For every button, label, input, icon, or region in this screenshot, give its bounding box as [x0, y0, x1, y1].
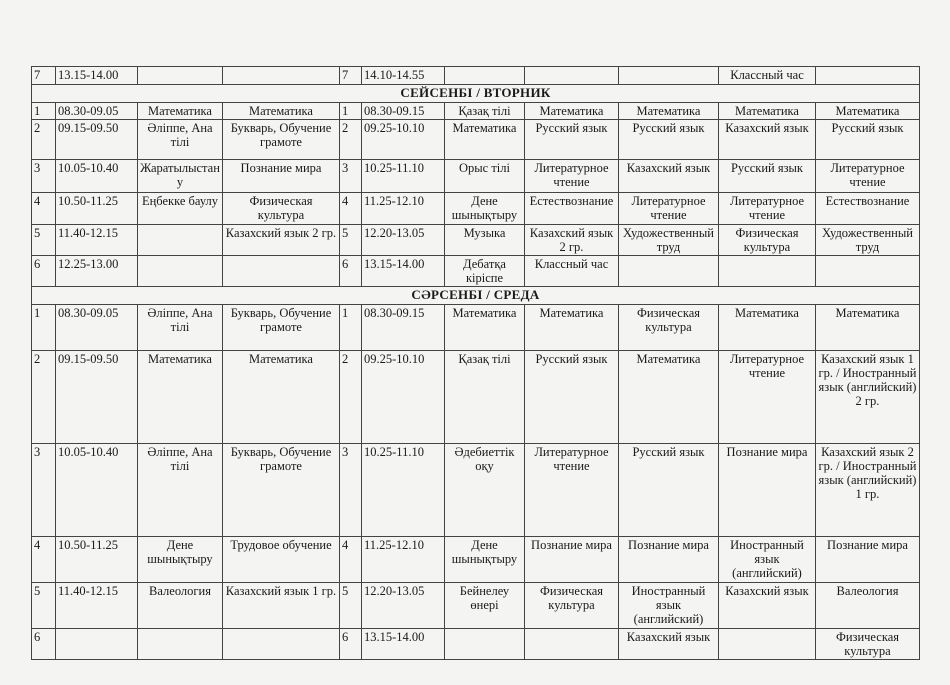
table-row — [32, 256, 920, 287]
table-cell: Классный час — [719, 67, 816, 85]
table-cell: Математика — [445, 120, 525, 160]
day-header-row — [32, 287, 920, 305]
table-row — [32, 583, 920, 629]
table-cell: 3 — [340, 160, 362, 193]
table-cell: 12.20-13.05 — [362, 225, 445, 256]
table-row — [32, 444, 920, 537]
table-row — [32, 225, 920, 256]
table-cell: 6 — [340, 629, 362, 660]
table-cell: 4 — [340, 193, 362, 225]
table-cell — [719, 256, 816, 287]
table-cell: Познание мира — [525, 537, 619, 583]
table-cell — [619, 256, 719, 287]
table-cell: 10.25-11.10 — [362, 160, 445, 193]
table-cell: Бейнелеу өнері — [445, 583, 525, 629]
table-cell — [223, 67, 340, 85]
table-cell: 5 — [340, 225, 362, 256]
table-cell: Валеология — [138, 583, 223, 629]
table-cell: 10.25-11.10 — [362, 444, 445, 537]
table-cell: Трудовое обучение — [223, 537, 340, 583]
table-cell: 13.15-14.00 — [362, 629, 445, 660]
table-cell — [816, 256, 920, 287]
table-cell: 08.30-09.15 — [362, 103, 445, 120]
table-cell: 2 — [340, 351, 362, 444]
table-cell: Математика — [619, 351, 719, 444]
table-cell: Познание мира — [223, 160, 340, 193]
table-cell: Физическая культура — [525, 583, 619, 629]
table-row — [32, 160, 920, 193]
table-cell — [445, 629, 525, 660]
table-cell: Казахский язык 2 гр. / Иностранный язык (английский) 1 гр. — [816, 444, 920, 537]
table-cell: 09.25-10.10 — [362, 351, 445, 444]
table-cell: Литературное чтение — [719, 351, 816, 444]
table-cell: Познание мира — [619, 537, 719, 583]
table-cell: Математика — [223, 103, 340, 120]
table-cell: Литературное чтение — [619, 193, 719, 225]
table-cell: 10.05-10.40 — [56, 444, 138, 537]
table-cell: Художественный труд — [619, 225, 719, 256]
table-cell: 3 — [340, 444, 362, 537]
table-cell: 1 — [32, 103, 56, 120]
table-cell: Казахский язык 2 гр. — [223, 225, 340, 256]
table-cell: Физическая культура — [816, 629, 920, 660]
table-cell: Букварь, Обучение грамоте — [223, 444, 340, 537]
table-cell: Литературное чтение — [525, 444, 619, 537]
table-cell: 11.25-12.10 — [362, 537, 445, 583]
table-cell: 13.15-14.00 — [56, 67, 138, 85]
table-cell: 2 — [340, 120, 362, 160]
table-cell: Музыка — [445, 225, 525, 256]
table-cell: Букварь, Обучение грамоте — [223, 120, 340, 160]
table-cell: Художественный труд — [816, 225, 920, 256]
table-cell: Еңбекке баулу — [138, 193, 223, 225]
table-cell: 7 — [32, 67, 56, 85]
table-cell: 11.40-12.15 — [56, 583, 138, 629]
table-cell: 5 — [32, 583, 56, 629]
table-cell: Математика — [138, 351, 223, 444]
table-cell: Дене шынықтыру — [445, 193, 525, 225]
table-cell: Литературное чтение — [525, 160, 619, 193]
table-cell: 3 — [32, 160, 56, 193]
table-cell: Русский язык — [619, 120, 719, 160]
table-cell — [138, 629, 223, 660]
table-cell: Познание мира — [719, 444, 816, 537]
table-cell: Казахский язык 1 гр. / Иностранный язык (английский) 2 гр. — [816, 351, 920, 444]
day-header-row — [32, 85, 920, 103]
table-cell: Математика — [816, 103, 920, 120]
table-cell: Казахский язык 1 гр. — [223, 583, 340, 629]
day-title: СӘРСЕНБІ / СРЕДА — [32, 287, 920, 305]
table-row — [32, 120, 920, 160]
table-cell: Физическая культура — [719, 225, 816, 256]
table-cell: 11.25-12.10 — [362, 193, 445, 225]
table-cell: Математика — [138, 103, 223, 120]
table-cell: 1 — [32, 305, 56, 351]
table-cell: 08.30-09.05 — [56, 103, 138, 120]
table-cell: Әліппе, Ана тілі — [138, 305, 223, 351]
table-cell: Әліппе, Ана тілі — [138, 120, 223, 160]
table-cell: Казахский язык — [719, 120, 816, 160]
table-cell: Математика — [719, 305, 816, 351]
table-cell: Естествознание — [816, 193, 920, 225]
table-cell: Познание мира — [816, 537, 920, 583]
table-cell: 12.25-13.00 — [56, 256, 138, 287]
table-cell: Әліппе, Ана тілі — [138, 444, 223, 537]
table-cell: 4 — [32, 193, 56, 225]
table-cell — [138, 225, 223, 256]
table-cell: 09.15-09.50 — [56, 120, 138, 160]
table-cell: 5 — [32, 225, 56, 256]
table-cell: Физическая культура — [223, 193, 340, 225]
table-cell: 10.05-10.40 — [56, 160, 138, 193]
table-cell: Дене шынықтыру — [138, 537, 223, 583]
table-row — [32, 103, 920, 120]
table-cell: Валеология — [816, 583, 920, 629]
table-cell — [223, 629, 340, 660]
table-cell: Иностранный язык (английский) — [619, 583, 719, 629]
table-cell: Математика — [525, 103, 619, 120]
table-cell — [138, 67, 223, 85]
table-cell — [223, 256, 340, 287]
table-cell: Естествознание — [525, 193, 619, 225]
table-cell: 10.50-11.25 — [56, 193, 138, 225]
table-cell — [816, 67, 920, 85]
table-row — [32, 351, 920, 444]
table-row — [32, 67, 920, 85]
table-cell: 12.20-13.05 — [362, 583, 445, 629]
table-cell: 08.30-09.05 — [56, 305, 138, 351]
table-cell: 10.50-11.25 — [56, 537, 138, 583]
table-row — [32, 537, 920, 583]
table-cell: Букварь, Обучение грамоте — [223, 305, 340, 351]
table-cell: 14.10-14.55 — [362, 67, 445, 85]
table-cell: 1 — [340, 305, 362, 351]
table-cell: Жаратылыстану — [138, 160, 223, 193]
table-cell: Әдебиеттік оқу — [445, 444, 525, 537]
table-row — [32, 629, 920, 660]
table-cell: Казахский язык — [619, 629, 719, 660]
table-cell: 6 — [32, 256, 56, 287]
table-cell: Русский язык — [525, 120, 619, 160]
table-cell: Математика — [223, 351, 340, 444]
table-cell: 2 — [32, 120, 56, 160]
table-cell — [525, 67, 619, 85]
schedule-body — [32, 67, 920, 660]
table-cell: Математика — [719, 103, 816, 120]
table-cell: Русский язык — [719, 160, 816, 193]
table-row — [32, 193, 920, 225]
table-cell: Орыс тілі — [445, 160, 525, 193]
table-cell: Русский язык — [525, 351, 619, 444]
table-cell: Физическая культура — [619, 305, 719, 351]
table-cell: Классный час — [525, 256, 619, 287]
table-cell: 09.15-09.50 — [56, 351, 138, 444]
table-cell: 09.25-10.10 — [362, 120, 445, 160]
table-cell — [619, 67, 719, 85]
table-cell: Математика — [445, 305, 525, 351]
table-cell: Русский язык — [619, 444, 719, 537]
table-cell — [525, 629, 619, 660]
table-cell: Казахский язык — [719, 583, 816, 629]
table-cell: 11.40-12.15 — [56, 225, 138, 256]
table-cell — [56, 629, 138, 660]
table-cell — [719, 629, 816, 660]
table-cell: 6 — [340, 256, 362, 287]
table-cell: 2 — [32, 351, 56, 444]
table-cell — [445, 67, 525, 85]
table-cell: Казахский язык 2 гр. — [525, 225, 619, 256]
table-cell: Дебатқа кіріспе — [445, 256, 525, 287]
table-cell: Қазақ тілі — [445, 103, 525, 120]
table-cell: 7 — [340, 67, 362, 85]
table-cell: Дене шынықтыру — [445, 537, 525, 583]
table-cell: Литературное чтение — [816, 160, 920, 193]
schedule-table — [31, 66, 920, 660]
table-cell: Литературное чтение — [719, 193, 816, 225]
table-cell: 08.30-09.15 — [362, 305, 445, 351]
table-cell: 5 — [340, 583, 362, 629]
table-cell: Математика — [619, 103, 719, 120]
table-cell: 4 — [340, 537, 362, 583]
table-cell: 4 — [32, 537, 56, 583]
table-cell: Математика — [816, 305, 920, 351]
table-cell: Иностранный язык (английский) — [719, 537, 816, 583]
day-title: СЕЙСЕНБІ / ВТОРНИК — [32, 85, 920, 103]
table-cell — [138, 256, 223, 287]
table-cell: 3 — [32, 444, 56, 537]
table-cell: Русский язык — [816, 120, 920, 160]
table-cell: 6 — [32, 629, 56, 660]
table-cell: Математика — [525, 305, 619, 351]
table-row — [32, 305, 920, 351]
table-cell: Казахский язык — [619, 160, 719, 193]
table-cell: Қазақ тілі — [445, 351, 525, 444]
table-cell: 13.15-14.00 — [362, 256, 445, 287]
table-cell: 1 — [340, 103, 362, 120]
